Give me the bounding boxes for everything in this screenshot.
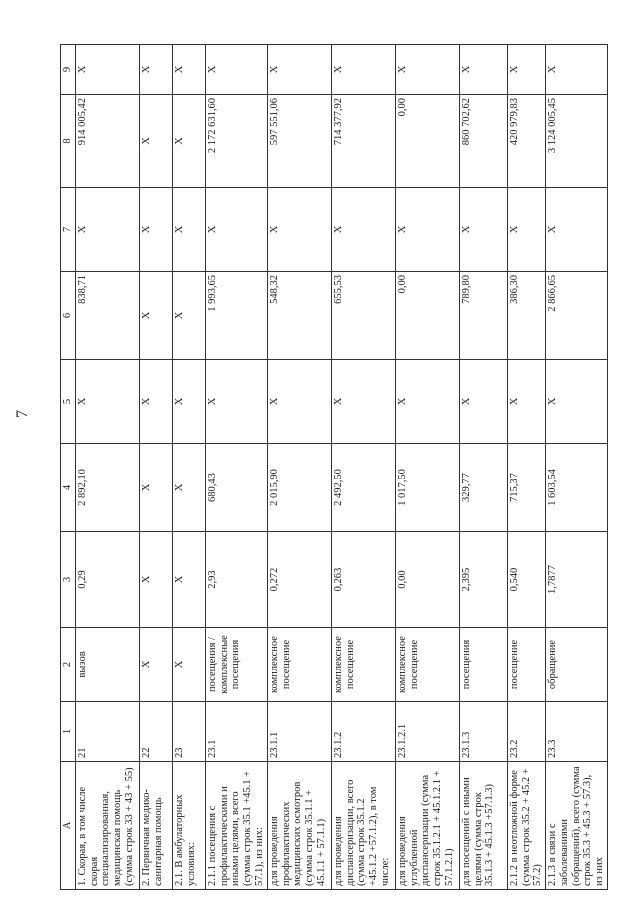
value-cell: 789,80 (459, 272, 507, 360)
table-row (172, 45, 205, 890)
column-header: 5 (61, 360, 76, 444)
value-cell: 680,43 (205, 444, 267, 532)
row-code: 23.1.2.1 (395, 702, 459, 762)
value-cell: Х (75, 188, 139, 272)
value-cell: 548,32 (267, 272, 331, 360)
unit-cell: комплексное посещение (395, 628, 459, 702)
value-cell: Х (139, 272, 172, 360)
value-cell: 2 892,10 (75, 444, 139, 532)
row-name: для посещений с иными целями (сумма строк 35.1.3 + 45.1.3 +57.1.3) (459, 762, 507, 890)
value-cell: 655,53 (331, 272, 395, 360)
row-name: 2. Первичная медико-санитарная помощь (139, 762, 172, 890)
value-cell: Х (172, 272, 205, 360)
value-cell: Х (205, 188, 267, 272)
column-header: 9 (61, 45, 76, 95)
table-row (507, 45, 545, 890)
value-cell: Х (75, 360, 139, 444)
data-table (60, 44, 608, 890)
value-cell: 715,37 (507, 444, 545, 532)
unit-cell: Х (139, 628, 172, 702)
unit-cell: вызов (75, 628, 139, 702)
value-cell: Х (139, 95, 172, 188)
value-cell: Х (139, 532, 172, 628)
row-name: для проведения диспансеризации, всего (сумма строк 35.1.2 +45.1.2 +57.1.2), в том числе: (331, 762, 395, 890)
value-cell: Х (267, 360, 331, 444)
row-name: 2.1.1 посещения с профилактическими и иными целями, всего (сумма строк 35.1 +45.1 + 57.1), из них: (205, 762, 267, 890)
row-code: 23.3 (546, 702, 608, 762)
rotated-table-container (60, 45, 605, 890)
value-cell: Х (459, 360, 507, 444)
row-code: 21 (75, 702, 139, 762)
value-cell: Х (459, 45, 507, 95)
value-cell: 329,77 (459, 444, 507, 532)
table-row (139, 45, 172, 890)
table-row (546, 45, 608, 890)
table-row (205, 45, 267, 890)
value-cell: Х (507, 360, 545, 444)
value-cell: 0,272 (267, 532, 331, 628)
unit-cell: комплексное посещение (331, 628, 395, 702)
value-cell: 597 551,06 (267, 95, 331, 188)
row-code: 23 (172, 702, 205, 762)
column-header: 1 (61, 702, 76, 762)
value-cell: Х (331, 45, 395, 95)
value-cell: Х (267, 188, 331, 272)
unit-cell: посещение (507, 628, 545, 702)
value-cell: 0,29 (75, 532, 139, 628)
value-cell: Х (331, 188, 395, 272)
column-header: 3 (61, 532, 76, 628)
value-cell: Х (139, 188, 172, 272)
row-code: 22 (139, 702, 172, 762)
value-cell: Х (205, 45, 267, 95)
value-cell: 1 993,65 (205, 272, 267, 360)
value-cell: Х (172, 360, 205, 444)
row-code: 23.1.1 (267, 702, 331, 762)
value-cell: 0,263 (331, 532, 395, 628)
row-name: 2.1.3 в связи с заболеваниями (обращений), всего (сумма строк 35.3 + 45.3 + 57.3), из них (546, 762, 608, 890)
table-row (395, 45, 459, 890)
value-cell: Х (75, 45, 139, 95)
row-name: для проведения профилактических медицинских осмотров (сумма строк 35.1.1 + 45.1.1 + 57.1.1) (267, 762, 331, 890)
value-cell: 420 979,83 (507, 95, 545, 188)
table-row (75, 45, 139, 890)
value-cell: Х (172, 444, 205, 532)
value-cell: Х (139, 360, 172, 444)
unit-cell: посещения / комплексные посещения (205, 628, 267, 702)
column-header: А (61, 762, 76, 890)
value-cell: 0,00 (395, 272, 459, 360)
column-header: 6 (61, 272, 76, 360)
table-row (267, 45, 331, 890)
value-cell: Х (172, 45, 205, 95)
row-code: 23.1.3 (459, 702, 507, 762)
row-code: 23.2 (507, 702, 545, 762)
value-cell: 1 603,54 (546, 444, 608, 532)
value-cell: 0,00 (395, 95, 459, 188)
value-cell: Х (331, 360, 395, 444)
value-cell: 3 124 005,45 (546, 95, 608, 188)
header-row (61, 45, 76, 890)
row-name: 2.1. В амбулаторных условиях: (172, 762, 205, 890)
value-cell: Х (395, 45, 459, 95)
row-name: 2.1.2 в неотложной форме (сумма строк 35.2 + 45.2 + 57.2) (507, 762, 545, 890)
value-cell: 2,93 (205, 532, 267, 628)
value-cell: 2 015,90 (267, 444, 331, 532)
unit-cell: обращение (546, 628, 608, 702)
value-cell: 914 005,42 (75, 95, 139, 188)
page-number: 7 (14, 410, 31, 418)
row-code: 23.1.2 (331, 702, 395, 762)
value-cell: Х (139, 45, 172, 95)
value-cell: Х (139, 444, 172, 532)
value-cell: Х (459, 188, 507, 272)
value-cell: Х (267, 45, 331, 95)
row-name: для проведения углубленной диспансеризации (сумма строк 35.1.2.1 + 45.1.2.1 + 57.1.2.1) (395, 762, 459, 890)
unit-cell: комплексное посещение (267, 628, 331, 702)
value-cell: 2 492,50 (331, 444, 395, 532)
table-row (459, 45, 507, 890)
table-row (331, 45, 395, 890)
value-cell: 0,00 (395, 532, 459, 628)
value-cell: Х (507, 188, 545, 272)
row-code: 23.1 (205, 702, 267, 762)
column-header: 4 (61, 444, 76, 532)
column-header: 2 (61, 628, 76, 702)
value-cell: Х (546, 188, 608, 272)
value-cell: Х (546, 360, 608, 444)
value-cell: Х (172, 532, 205, 628)
unit-cell: Х (172, 628, 205, 702)
value-cell: 2 172 631,60 (205, 95, 267, 188)
value-cell: 714 377,92 (331, 95, 395, 188)
value-cell: 860 702,62 (459, 95, 507, 188)
unit-cell: посещения (459, 628, 507, 702)
value-cell: Х (395, 360, 459, 444)
value-cell: 1,7877 (546, 532, 608, 628)
value-cell: Х (395, 188, 459, 272)
value-cell: Х (507, 45, 545, 95)
value-cell: 2,395 (459, 532, 507, 628)
value-cell: 0,540 (507, 532, 545, 628)
value-cell: 2 866,65 (546, 272, 608, 360)
value-cell: Х (546, 45, 608, 95)
value-cell: Х (205, 360, 267, 444)
column-header: 7 (61, 188, 76, 272)
value-cell: Х (172, 188, 205, 272)
row-name: 1. Скорая, в том числе скорая специализированная, медицинская помощь (сумма строк 33 + 43 + 55) (75, 762, 139, 890)
value-cell: Х (172, 95, 205, 188)
value-cell: 1 017,50 (395, 444, 459, 532)
value-cell: 386,30 (507, 272, 545, 360)
column-header: 8 (61, 95, 76, 188)
value-cell: 838,71 (75, 272, 139, 360)
